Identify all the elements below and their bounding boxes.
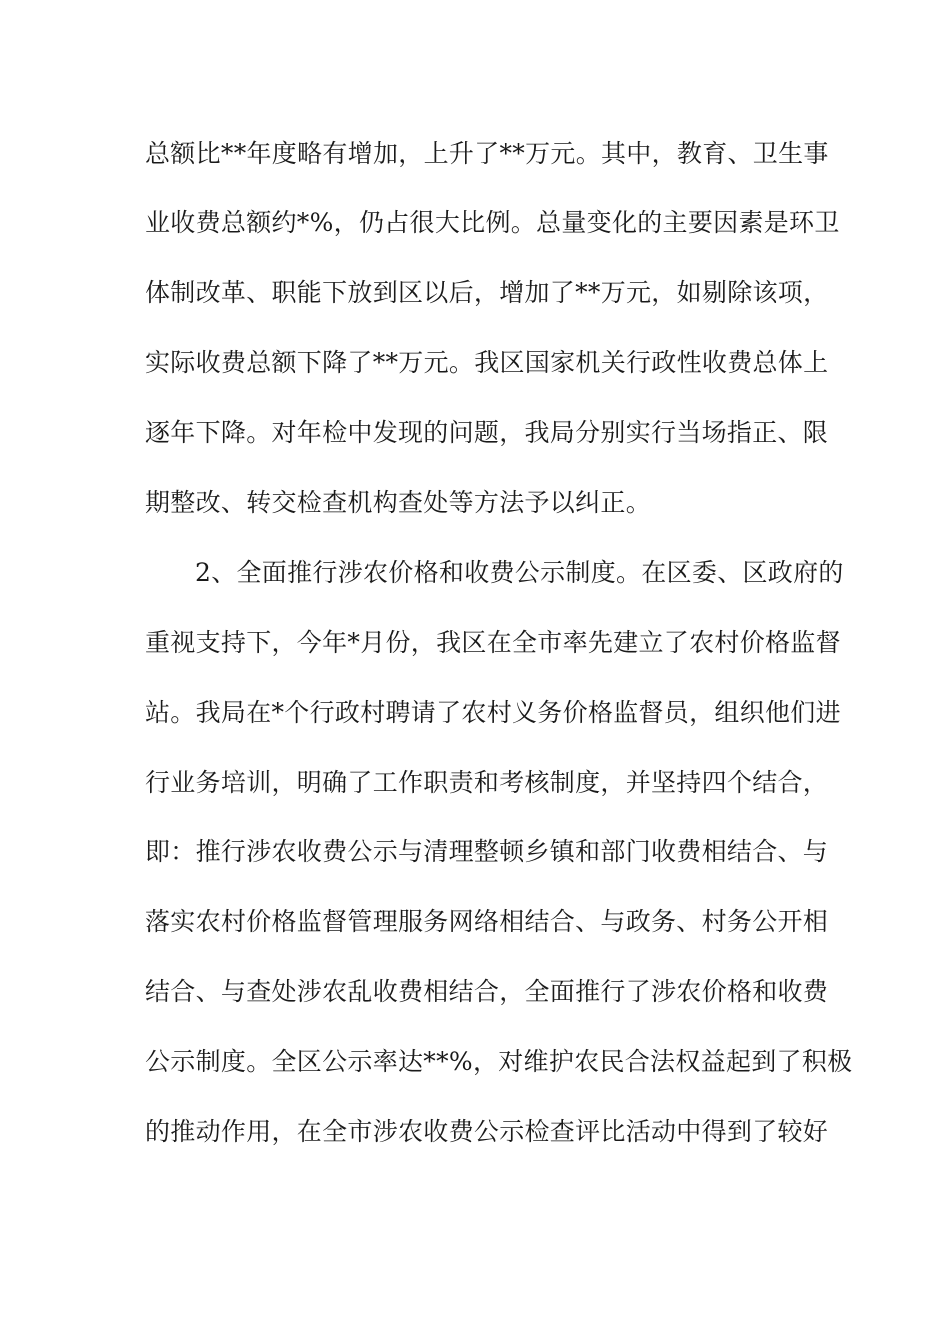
text-line-7: 2、全面推行涉农价格和收费公示制度。在区委、区政府的 bbox=[195, 558, 844, 587]
text-line-11: 即：推行涉农收费公示与清理整顿乡镇和部门收费相结合、与 bbox=[145, 837, 829, 866]
text-line-12: 落实农村价格监督管理服务网络相结合、与政务、村务公开相 bbox=[145, 907, 829, 936]
text-line-13: 结合、与查处涉农乱收费相结合，全面推行了涉农价格和收费 bbox=[145, 977, 829, 1006]
text-line-15: 的推动作用，在全市涉农收费公示检查评比活动中得到了较好 bbox=[145, 1117, 829, 1146]
text-line-3: 体制改革、职能下放到区以后，增加了**万元，如剔除该项， bbox=[145, 278, 829, 307]
text-line-14: 公示制度。全区公示率达**%，对维护农民合法权益起到了积极 bbox=[145, 1047, 853, 1076]
text-line-4: 实际收费总额下降了**万元。我区国家机关行政性收费总体上 bbox=[145, 348, 829, 377]
text-line-8: 重视支持下，今年*月份，我区在全市率先建立了农村价格监督 bbox=[145, 628, 841, 657]
text-line-6: 期整改、转交检查机构查处等方法予以纠正。 bbox=[145, 488, 652, 517]
text-line-9: 站。我局在*个行政村聘请了农村义务价格监督员，组织他们进 bbox=[145, 698, 841, 727]
text-line-2: 业收费总额约*%，仍占很大比例。总量变化的主要因素是环卫 bbox=[145, 208, 840, 237]
text-line-10: 行业务培训，明确了工作职责和考核制度，并坚持四个结合， bbox=[145, 768, 829, 797]
text-line-1: 总额比**年度略有增加，上升了**万元。其中，教育、卫生事 bbox=[145, 139, 829, 168]
text-line-5: 逐年下降。对年检中发现的问题，我局分别实行当场指正、限 bbox=[145, 418, 829, 447]
